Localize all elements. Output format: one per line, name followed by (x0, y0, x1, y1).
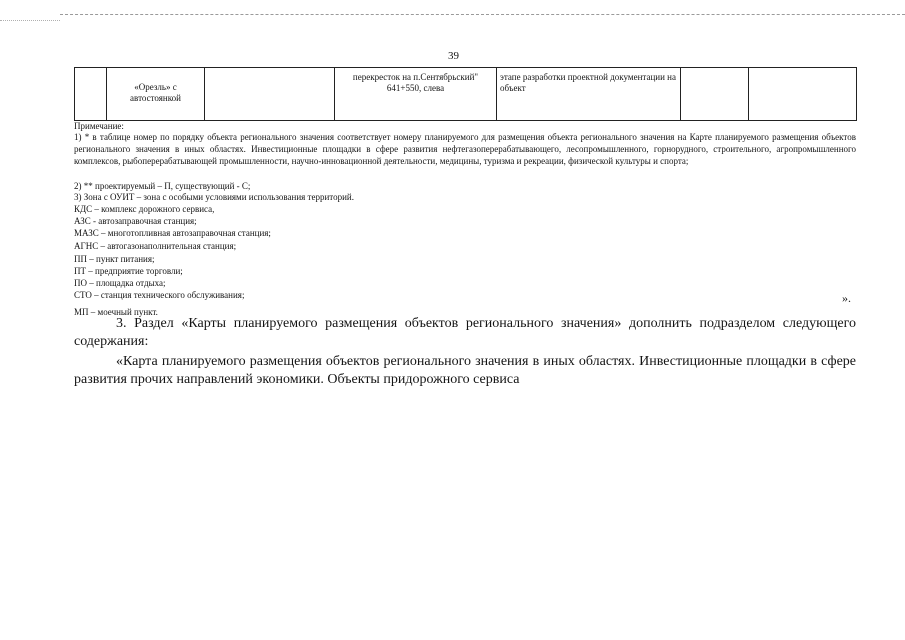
note-item-3: 3) Зона с ОУИТ – зона с особыми условиями использования территорий. (74, 192, 354, 202)
table-cell-empty (749, 68, 857, 121)
note-item-1: 1) * в таблице номер по порядку объекта регионального значения соответствует номеру планируемого для размещения объекта регионального значения на Карте планируемого размещения объектов регионального значения в иных областях. Инвестиционные площадки в сфере развития нефтегазоперерабатывающего, лесопромышленного, горнорудного, строительного, агропромышленного комплексов, рыбоперерабатывающей промышленности, научно-инновационной деятельности, медицины, туризма и рекреации, физической культуры и спорта; (74, 132, 856, 166)
abbreviation-item: КДС – комплекс дорожного сервиса, (74, 204, 215, 214)
closing-quote: ». (842, 291, 851, 305)
scan-artifact-line (60, 14, 905, 15)
table-cell-object-name: «Орезль» с автостоянкой (107, 68, 205, 121)
table-cell-empty (681, 68, 749, 121)
abbreviation-item: ПП – пункт питания; (74, 254, 155, 264)
abbreviation-item: ПО – площадка отдыха; (74, 278, 166, 288)
abbreviation-item: ПТ – предприятие торговли; (74, 266, 183, 276)
table-cell-location: перекресток на п.Сентябрьский" 641+550, слева (335, 68, 497, 121)
table-row (75, 68, 857, 121)
abbreviation-item: АГНС – автогазонаполнительная станция; (74, 241, 237, 251)
table-cell-empty (205, 68, 335, 121)
note-heading: Примечание: (74, 121, 124, 131)
page-number: 39 (448, 50, 459, 62)
abbreviation-item: МП – моечный пункт. (74, 307, 158, 317)
abbreviation-item: АЗС - автозаправочная станция; (74, 216, 197, 226)
objects-table (74, 67, 857, 121)
abbreviation-item: МАЗС – многотопливная автозаправочная станция; (74, 228, 271, 238)
scan-artifact-line-left (0, 20, 60, 21)
abbreviation-item: СТО – станция технического обслуживания; (74, 290, 245, 300)
paragraph-quote: «Карта планируемого размещения объектов регионального значения в иных областях. Инвестиционные площадки в сфере развития прочих направлений экономики. Объекты придорожного сервиса (74, 354, 856, 387)
table-cell-number (75, 68, 107, 121)
paragraph-3: 3. Раздел «Карты планируемого размещения объектов регионального значения» дополнить подразделом следующего содержания: (74, 316, 856, 349)
note-item-2: 2) ** проектируемый – П, существующий - С; (74, 181, 251, 191)
table-cell-status: этапе разработки проектной документации на объект (497, 68, 681, 121)
